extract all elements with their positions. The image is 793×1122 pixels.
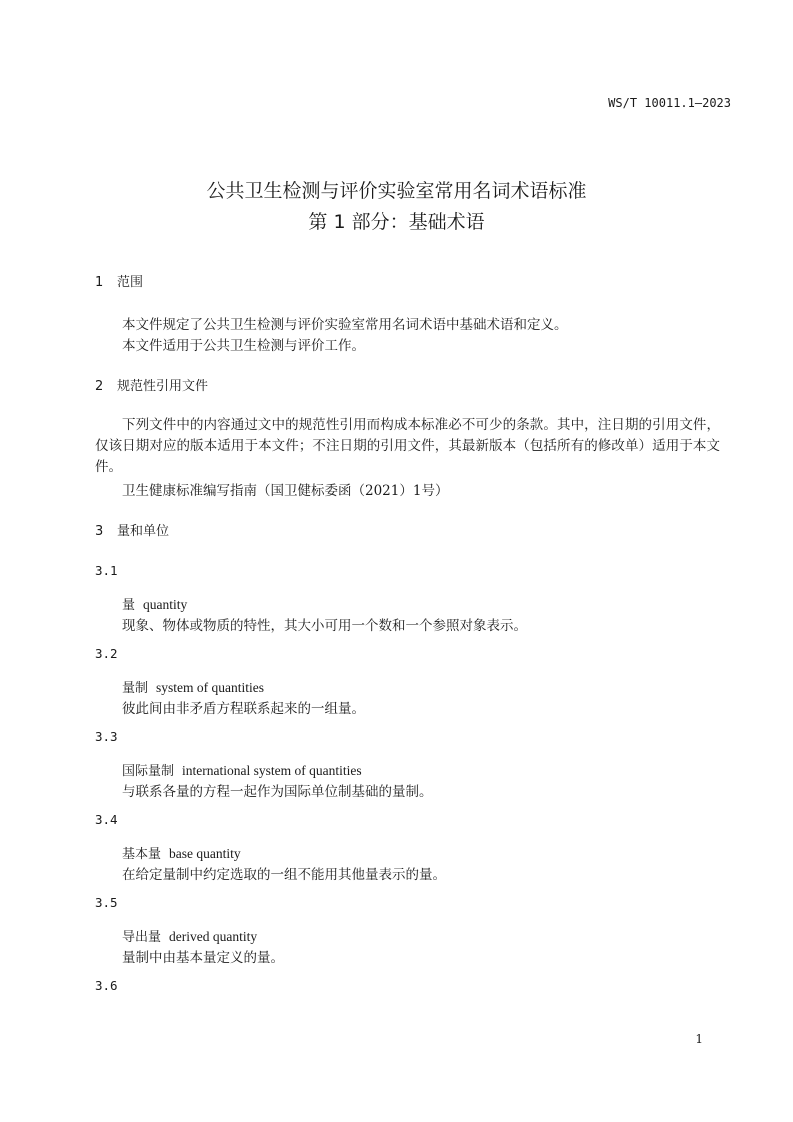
term-number: 3.6 (95, 978, 118, 993)
section-title: 范围 (117, 275, 144, 290)
term-entry (122, 677, 264, 696)
term-entry (122, 594, 187, 613)
term-english: system of quantities (156, 680, 265, 695)
document-subtitle: 第 1 部分：基础术语 (308, 211, 485, 233)
term-definition: 现象、物体或物质的特性，其大小可用一个数和一个参照对象表示。 (122, 618, 527, 634)
term-number: 3.2 (95, 646, 118, 661)
term-english: quantity (143, 597, 188, 612)
section-heading-normative-references (95, 375, 208, 394)
term-english: international system of quantities (182, 763, 362, 778)
section-number: 3 (95, 524, 104, 539)
term-definition: 量制中由基本量定义的量。 (122, 950, 284, 966)
term-chinese: 基本量 (122, 847, 162, 862)
term-chinese: 国际量制 (122, 764, 175, 779)
term-definition: 在给定量制中约定选取的一组不能用其他量表示的量。 (122, 867, 446, 883)
term-chinese: 导出量 (122, 930, 162, 945)
paragraph: 下列文件中的内容通过文中的规范性引用而构成本标准必不可少的条款。其中，注日期的引用文件，仅该日期对应的版本适用于本文件；不注日期的引用文件，其最新版本（包括所有的修改单）适用于本文件。 (95, 417, 720, 475)
document-title: 公共卫生检测与评价实验室常用名词术语标准 (206, 180, 587, 202)
term-entry (122, 760, 362, 779)
term-entry (122, 843, 241, 862)
term-chinese: 量 (122, 598, 136, 613)
term-number: 3.4 (95, 812, 118, 827)
term-number: 3.1 (95, 563, 118, 578)
paragraph: 本文件适用于公共卫生检测与评价工作。 (122, 338, 365, 354)
section-number: 1 (95, 275, 104, 290)
section-number: 2 (95, 379, 104, 394)
term-entry (122, 926, 257, 945)
section-heading-scope (95, 271, 143, 290)
reference-item: 卫生健康标准编写指南（国卫健标委函（2021）1号） (122, 483, 449, 499)
term-number: 3.3 (95, 729, 118, 744)
document-code: WS/T 10011.1—2023 (608, 96, 731, 110)
term-english: base quantity (169, 846, 241, 861)
paragraph: 本文件规定了公共卫生检测与评价实验室常用名词术语中基础术语和定义。 (122, 317, 568, 333)
section-title: 规范性引用文件 (117, 379, 209, 394)
term-definition: 与联系各量的方程一起作为国际单位制基础的量制。 (122, 784, 433, 800)
section-title: 量和单位 (117, 524, 170, 539)
section-heading-quantities-units (95, 520, 169, 539)
term-number: 3.5 (95, 895, 118, 910)
term-english: derived quantity (169, 929, 258, 944)
page-number: 1 (695, 1032, 703, 1046)
term-definition: 彼此间由非矛盾方程联系起来的一组量。 (122, 701, 365, 717)
term-chinese: 量制 (122, 681, 149, 696)
